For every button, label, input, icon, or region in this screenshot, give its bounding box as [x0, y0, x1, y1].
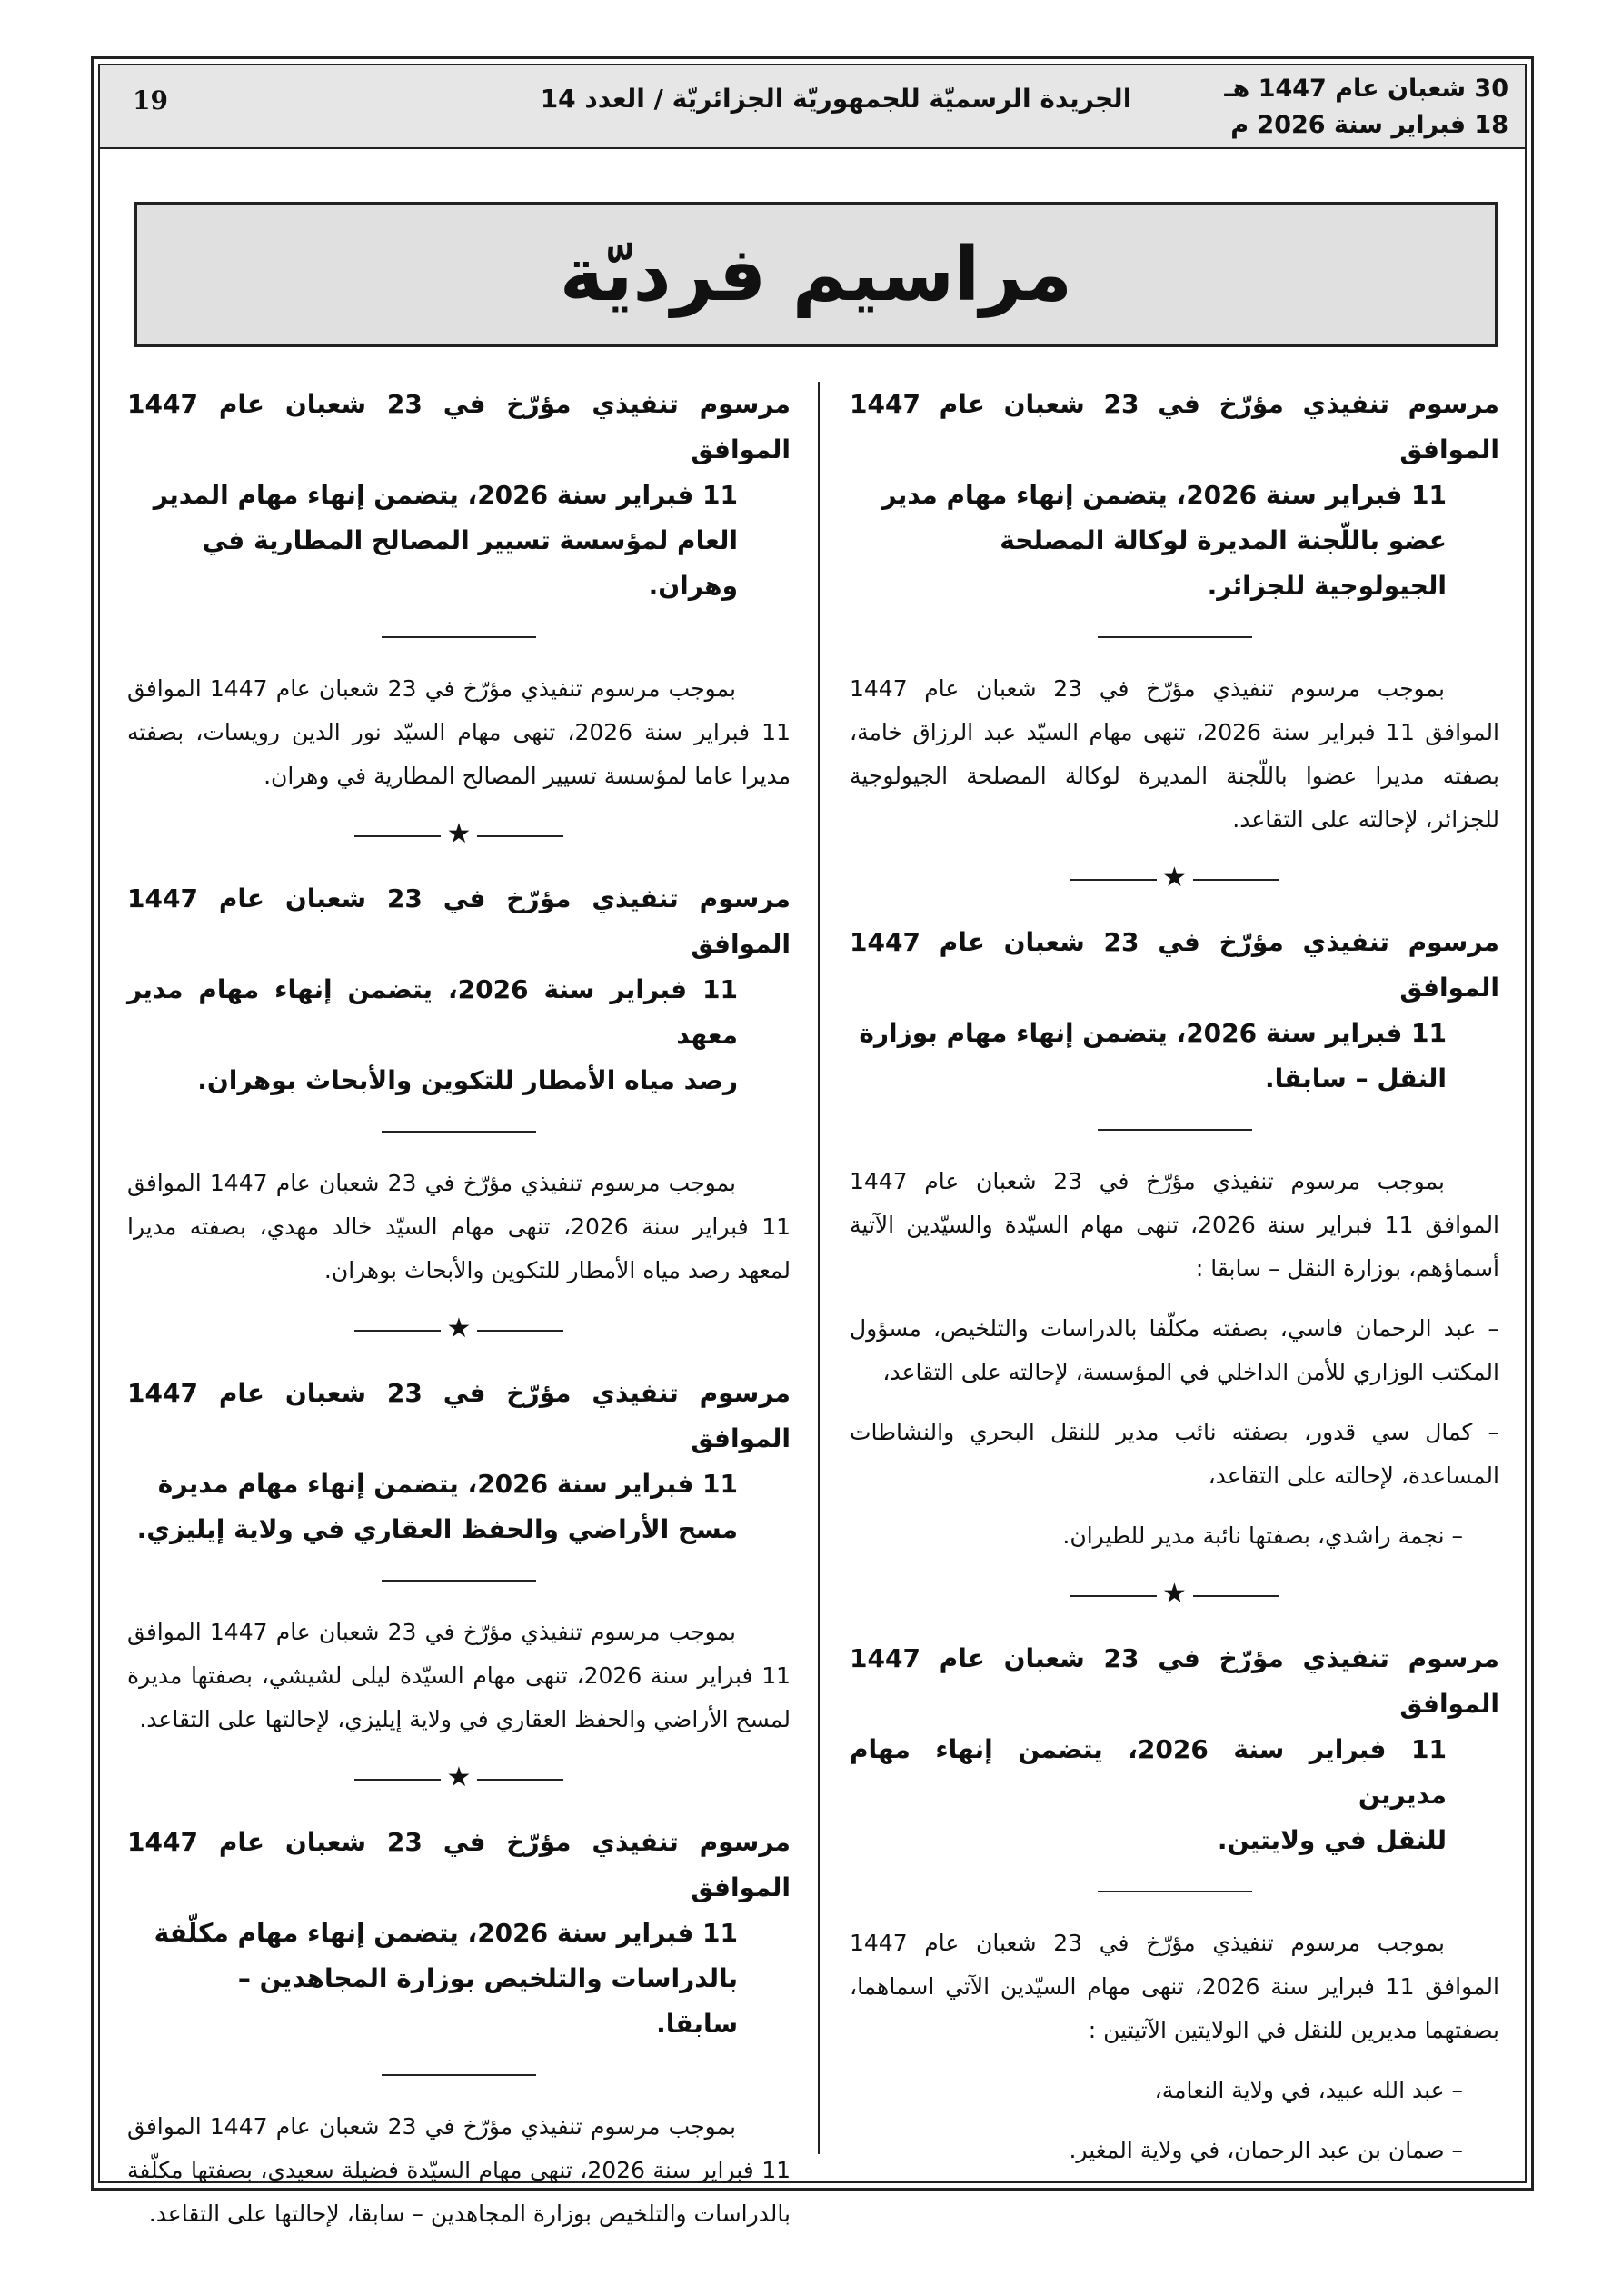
heading-rule	[1098, 636, 1252, 638]
decree-body-text: بموجب مرسوم تنفيذي مؤرّخ في 23 شعبان عام 1447 الموافق 11 فبراير سنة 2026، تنهى مهام السيّدة ليلى لشيشي، بصفتها مديرة لمسح الأراضي والحفظ العقاري في ولاية إيليزي، لإحالتها على التقاعد.	[127, 1619, 791, 1732]
page-number: 19	[133, 85, 168, 115]
decree-heading	[127, 876, 791, 1103]
decree-body	[127, 667, 791, 798]
decree-r3	[850, 1636, 1499, 2172]
decree-r2	[850, 920, 1499, 1558]
decree-body	[127, 1162, 791, 1293]
heading-line: مرسوم تنفيذي مؤرّخ في 23 شعبان عام 1447 الموافق	[127, 1827, 791, 1902]
gregorian-date: 18 فبراير سنة 2026 م	[1230, 111, 1508, 139]
heading-line: رصد مياه الأمطار للتكوين والأبحاث بوهران.	[197, 1065, 738, 1095]
heading-line: مسح الأراضي والحفظ العقاري في ولاية إيليزي.	[136, 1514, 738, 1544]
heading-line: 11 فبراير سنة 2026، يتضمن إنهاء مهام مدير معهد	[127, 974, 739, 1050]
star-separator	[1070, 1578, 1279, 1611]
decree-body	[127, 1611, 791, 1742]
decree-body	[850, 667, 1499, 842]
decree-heading	[850, 382, 1499, 609]
heading-line: سابقا.	[656, 2009, 738, 2039]
heading-line: العام لمؤسسة تسيير المصالح المطارية في	[202, 525, 738, 555]
heading-line: 11 فبراير سنة 2026، يتضمن إنهاء مهام مديرين	[850, 1734, 1447, 1810]
decree-body-text: بموجب مرسوم تنفيذي مؤرّخ في 23 شعبان عام 1447 الموافق 11 فبراير سنة 2026، تنهى مهام السيّدة والسيّدين الآتية أسماؤهم، بوزارة النقل – سابقا :	[850, 1168, 1500, 1282]
decree-heading	[127, 1820, 791, 2047]
decree-heading	[850, 1636, 1499, 1863]
heading-line: 11 فبراير سنة 2026، يتضمن إنهاء مهام بوزارة	[859, 1018, 1447, 1048]
decree-body	[850, 1922, 1499, 2052]
star-separator	[354, 1762, 563, 1794]
decree-heading	[127, 382, 791, 609]
hijri-date: 30 شعبان عام 1447 هـ	[1224, 75, 1508, 103]
page-title: مراسيم فرديّة	[559, 231, 1073, 318]
decree-l2	[127, 876, 791, 1293]
heading-rule	[382, 1580, 536, 1582]
heading-line: 11 فبراير سنة 2026، يتضمن إنهاء مهام المدير	[153, 480, 738, 510]
heading-line: وهران.	[648, 571, 738, 601]
decree-l1	[127, 382, 791, 798]
star-separator	[354, 1313, 563, 1345]
heading-line: 11 فبراير سنة 2026، يتضمن إنهاء مهام مديرة	[157, 1469, 738, 1499]
heading-line: مرسوم تنفيذي مؤرّخ في 23 شعبان عام 1447 الموافق	[127, 883, 791, 959]
heading-line: للنقل في ولايتين.	[1217, 1825, 1447, 1855]
list-item: – نجمة راشدي، بصفتها نائبة مدير للطيران.	[1062, 1522, 1463, 1549]
star-separator	[354, 818, 563, 851]
heading-rule	[1098, 1891, 1252, 1892]
decree-l4	[127, 1820, 791, 2236]
heading-line: مرسوم تنفيذي مؤرّخ في 23 شعبان عام 1447 الموافق	[850, 389, 1499, 464]
section-title-box	[134, 202, 1498, 347]
heading-line: مرسوم تنفيذي مؤرّخ في 23 شعبان عام 1447 الموافق	[127, 1378, 791, 1453]
decree-body-text: بموجب مرسوم تنفيذي مؤرّخ في 23 شعبان عام 1447 الموافق 11 فبراير سنة 2026، تنهى مهام السيّدين الآتي اسماهما، بصفتهما مديرين للنقل في الولايتين الآتيتين :	[850, 1930, 1499, 2043]
star-icon: ★	[446, 818, 472, 850]
list-item: – عبد الرحمان فاسي، بصفته مكلّفا بالدراسات والتلخيص، مسؤول المكتب الوزاري للأمن الداخلي في المؤسسة، لإحالته على التقاعد،	[850, 1315, 1499, 1385]
decree-heading	[127, 1371, 791, 1552]
column-divider	[818, 382, 820, 2154]
heading-line: عضو باللّجنة المديرة لوكالة المصلحة	[1000, 525, 1447, 555]
journal-title: الجريدة الرسميّة للجمهوريّة الجزائريّة / العدد 14	[540, 84, 1132, 114]
heading-rule	[382, 2074, 536, 2076]
heading-line: بالدراسات والتلخيص بوزارة المجاهدين –	[237, 1963, 738, 1993]
heading-line: النقل – سابقا.	[1264, 1063, 1447, 1093]
decree-heading	[850, 920, 1499, 1102]
heading-line: مرسوم تنفيذي مؤرّخ في 23 شعبان عام 1447 الموافق	[850, 927, 1499, 1003]
star-icon: ★	[1162, 1578, 1187, 1610]
decree-l3	[127, 1371, 791, 1742]
heading-rule	[382, 636, 536, 638]
heading-line: 11 فبراير سنة 2026، يتضمن إنهاء مهام مدير	[881, 480, 1447, 510]
journal-header	[100, 65, 1525, 149]
heading-line: 11 فبراير سنة 2026، يتضمن إنهاء مهام مكلّفة	[154, 1918, 738, 1948]
decree-body	[850, 1160, 1499, 1291]
star-icon: ★	[446, 1313, 472, 1344]
heading-rule	[1098, 1129, 1252, 1131]
star-icon: ★	[1162, 862, 1187, 893]
heading-line: مرسوم تنفيذي مؤرّخ في 23 شعبان عام 1447 الموافق	[127, 389, 791, 464]
heading-rule	[382, 1131, 536, 1133]
list-item: – كمال سي قدور، بصفته نائب مدير للنقل البحري والنشاطات المساعدة، لإحالته على التقاعد،	[850, 1419, 1499, 1489]
right-column	[850, 382, 1499, 2172]
heading-line: مرسوم تنفيذي مؤرّخ في 23 شعبان عام 1447 الموافق	[850, 1643, 1499, 1719]
list-item: – عبد الله عبيد، في ولاية النعامة،	[1154, 2077, 1463, 2103]
decree-body-text: بموجب مرسوم تنفيذي مؤرّخ في 23 شعبان عام 1447 الموافق 11 فبراير سنة 2026، تنهى مهام السيّد خالد مهدي، بصفته مديرا لمعهد رصد مياه الأمطار للتكوين والأبحاث بوهران.	[127, 1170, 791, 1283]
star-icon: ★	[446, 1762, 472, 1793]
heading-line: الجيولوجية للجزائر.	[1207, 571, 1447, 601]
issue-dates	[1224, 71, 1508, 144]
left-column	[127, 382, 791, 2236]
decree-body-text: بموجب مرسوم تنفيذي مؤرّخ في 23 شعبان عام 1447 الموافق 11 فبراير سنة 2026، تنهى مهام السيّد نور الدين رويسات، بصفته مديرا عاما لمؤسسة تسيير المصالح المطارية في وهران.	[127, 675, 791, 789]
star-separator	[1070, 862, 1279, 894]
decree-body-text: بموجب مرسوم تنفيذي مؤرّخ في 23 شعبان عام 1447 الموافق 11 فبراير سنة 2026، تنهى مهام السيّد عبد الرزاق خامة، بصفته مديرا عضوا باللّجنة المديرة لوكالة المصلحة الجيولوجية للجزائر، لإحالته على التقاعد.	[850, 675, 1499, 833]
list-item: – صمان بن عبد الرحمان، في ولاية المغير.	[1069, 2137, 1463, 2163]
decree-body-text: بموجب مرسوم تنفيذي مؤرّخ في 23 شعبان عام 1447 الموافق 11 فبراير سنة 2026، تنهى مهام السيّدة فضيلة سعيدي، بصفتها مكلّفة بالدراسات والتلخيص بوزارة المجاهدين – سابقا، لإحالتها على التقاعد.	[127, 2113, 791, 2227]
decree-r1	[850, 382, 1499, 842]
decree-body	[127, 2105, 791, 2236]
